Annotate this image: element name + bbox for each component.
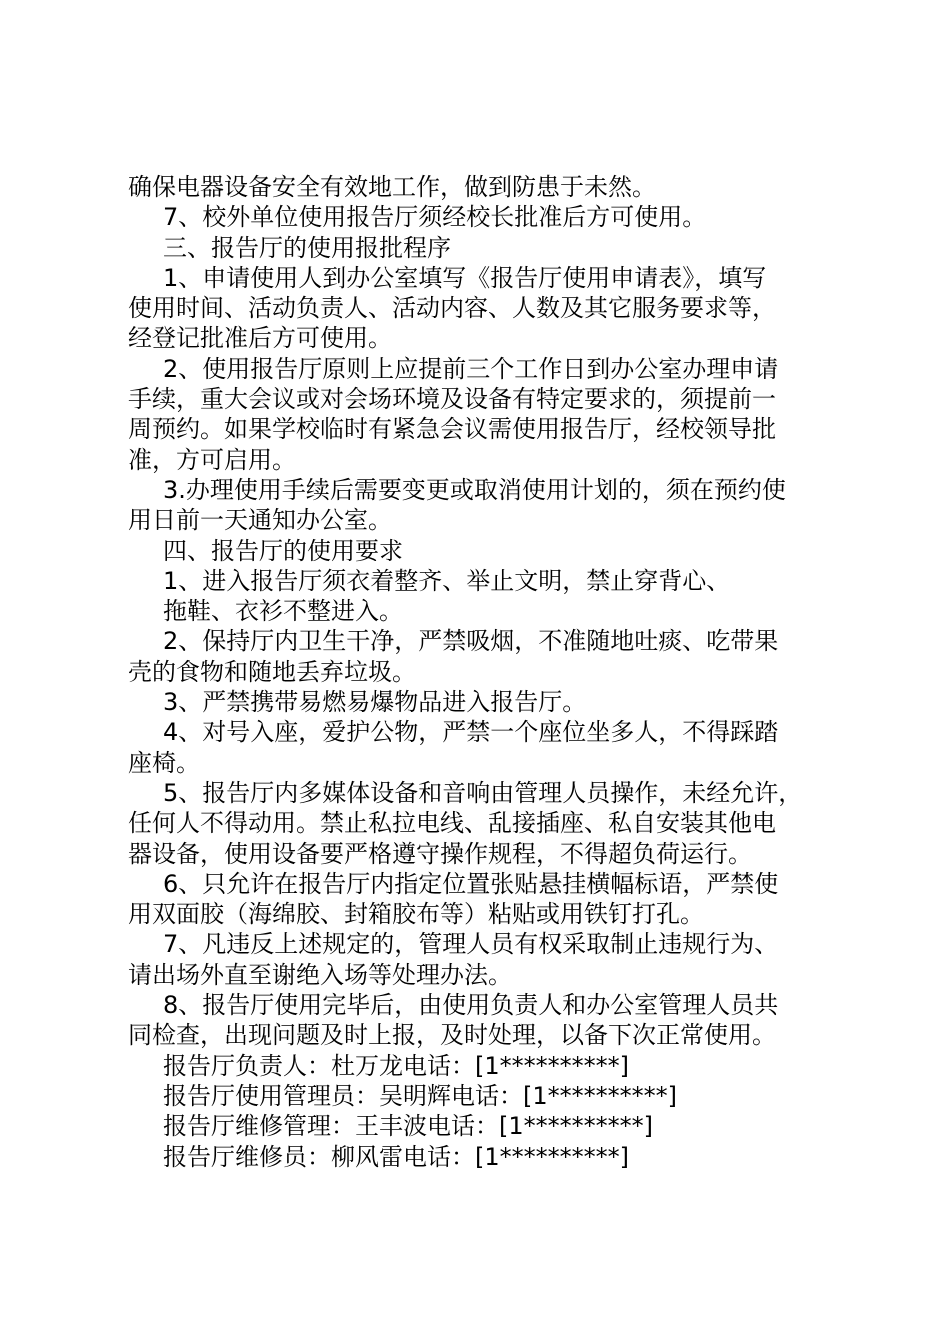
paragraph (128, 778, 838, 869)
paragraph (128, 233, 838, 263)
text-line: 壳的食物和随地丢弃垃圾。 (128, 657, 416, 686)
paragraph (128, 687, 838, 717)
text-line: 报告厅负责人：杜万龙电话：[1**********] (163, 1051, 629, 1080)
paragraph (128, 172, 838, 202)
text-line: 报告厅维修员：柳风雷电话：[1**********] (163, 1142, 629, 1171)
paragraph (128, 929, 838, 990)
paragraph (128, 596, 838, 626)
text-line: 6、只允许在报告厅内指定位置张贴悬挂横幅标语，严禁使 (163, 869, 779, 898)
paragraph (128, 475, 838, 536)
text-line: 使用时间、活动负责人、活动内容、人数及其它服务要求等， (128, 294, 776, 323)
text-line: 座椅。 (128, 748, 200, 777)
text-line: 手续，重大会议或对会场环境及设备有特定要求的，须提前一 (128, 385, 776, 414)
text-line: 准，方可启用。 (128, 445, 296, 474)
text-line: 三、报告厅的使用报批程序 (163, 233, 451, 262)
text-line: 3、严禁携带易燃易爆物品进入报告厅。 (163, 688, 587, 717)
paragraph (128, 202, 838, 232)
text-line: 4、对号入座，爱护公物，严禁一个座位坐多人，不得踩踏 (163, 718, 779, 747)
text-line: 3.办理使用手续后需要变更或取消使用计划的，须在预约使 (163, 475, 786, 504)
text-line: 拖鞋、衣衫不整进入。 (163, 597, 403, 626)
text-line: 任何人不得动用。禁止私拉电线、乱接插座、私自安装其他电 (128, 809, 776, 838)
text-line: 四、报告厅的使用要求 (163, 536, 403, 565)
text-line: 5、报告厅内多媒体设备和音响由管理人员操作，未经允许， (163, 778, 803, 807)
paragraph (128, 990, 838, 1051)
text-line: 1、申请使用人到办公室填写《报告厅使用申请表》，填写 (163, 263, 767, 292)
text-line: 器设备，使用设备要严格遵守操作规程，不得超负荷运行。 (128, 839, 752, 868)
paragraph (128, 626, 838, 687)
paragraph (128, 566, 838, 596)
paragraph (128, 717, 838, 778)
text-line: 经登记批准后方可使用。 (128, 324, 392, 353)
paragraph (128, 1111, 838, 1141)
text-line: 确保电器设备安全有效地工作，做到防患于未然。 (128, 173, 656, 201)
document-body (128, 172, 838, 1172)
text-line: 报告厅维修管理：王丰波电话：[1**********] (163, 1112, 653, 1141)
paragraph (128, 1081, 838, 1111)
paragraph (128, 536, 838, 566)
text-line: 7、校外单位使用报告厅须经校长批准后方可使用。 (163, 203, 707, 232)
text-line: 周预约。如果学校临时有紧急会议需使用报告厅，经校领导批 (128, 415, 776, 444)
text-line: 请出场外直至谢绝入场等处理办法。 (128, 960, 512, 989)
text-line: 8、报告厅使用完毕后，由使用负责人和办公室管理人员共 (163, 991, 779, 1020)
paragraph (128, 1051, 838, 1081)
paragraph (128, 1142, 838, 1172)
text-line: 同检查，出现问题及时上报，及时处理，以备下次正常使用。 (128, 1021, 776, 1050)
text-line: 1、进入报告厅须衣着整齐、举止文明，禁止穿背心、 (163, 566, 731, 595)
text-line: 用日前一天通知办公室。 (128, 506, 392, 535)
paragraph (128, 869, 838, 930)
text-line: 7、凡违反上述规定的，管理人员有权采取制止违规行为、 (163, 930, 779, 959)
paragraph (128, 354, 838, 475)
text-line: 报告厅使用管理员：吴明辉电话：[1**********] (163, 1081, 677, 1110)
text-line: 2、保持厅内卫生干净，严禁吸烟，不准随地吐痰、吃带果 (163, 627, 779, 656)
paragraph (128, 263, 838, 354)
text-line: 2、使用报告厅原则上应提前三个工作日到办公室办理申请 (163, 354, 779, 383)
text-line: 用双面胶（海绵胶、封箱胶布等）粘贴或用铁钉打孔。 (128, 900, 704, 929)
